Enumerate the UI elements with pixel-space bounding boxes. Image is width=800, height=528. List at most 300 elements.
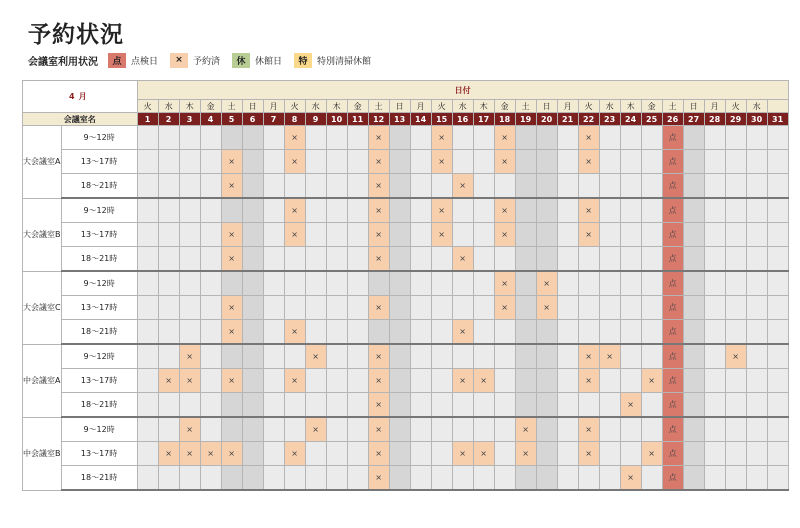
- reservation-cell[interactable]: [242, 369, 263, 393]
- reservation-cell[interactable]: [620, 126, 641, 150]
- reservation-cell[interactable]: [242, 393, 263, 418]
- reserved-cell[interactable]: ×: [305, 344, 326, 369]
- reservation-cell[interactable]: [263, 247, 284, 272]
- reservation-cell[interactable]: [305, 198, 326, 223]
- reservation-cell[interactable]: [179, 466, 200, 491]
- reservation-cell[interactable]: [326, 442, 347, 466]
- reservation-cell[interactable]: [515, 466, 536, 491]
- reservation-cell[interactable]: [452, 126, 473, 150]
- reservation-cell[interactable]: [515, 296, 536, 320]
- reservation-cell[interactable]: [704, 442, 725, 466]
- reservation-cell[interactable]: [326, 417, 347, 442]
- reserved-cell[interactable]: ×: [368, 442, 389, 466]
- reservation-cell[interactable]: [200, 150, 221, 174]
- reservation-cell[interactable]: [263, 320, 284, 345]
- reservation-cell[interactable]: [200, 393, 221, 418]
- reservation-cell[interactable]: [263, 223, 284, 247]
- reserved-cell[interactable]: ×: [494, 296, 515, 320]
- reservation-cell[interactable]: [431, 344, 452, 369]
- reservation-cell[interactable]: [536, 442, 557, 466]
- reservation-cell[interactable]: [347, 320, 368, 345]
- reservation-cell[interactable]: [389, 344, 410, 369]
- reservation-cell[interactable]: [641, 417, 662, 442]
- reservation-cell[interactable]: [305, 247, 326, 272]
- reservation-cell[interactable]: [410, 296, 431, 320]
- reservation-cell[interactable]: [599, 198, 620, 223]
- reservation-cell[interactable]: [599, 442, 620, 466]
- reservation-cell[interactable]: [200, 296, 221, 320]
- reservation-cell[interactable]: [452, 150, 473, 174]
- reservation-cell[interactable]: [767, 223, 788, 247]
- reserved-cell[interactable]: ×: [368, 150, 389, 174]
- reserved-cell[interactable]: ×: [452, 247, 473, 272]
- reserved-cell[interactable]: ×: [578, 344, 599, 369]
- reservation-cell[interactable]: [284, 393, 305, 418]
- reservation-cell[interactable]: [263, 198, 284, 223]
- reserved-cell[interactable]: ×: [578, 126, 599, 150]
- reservation-cell[interactable]: [263, 417, 284, 442]
- reservation-cell[interactable]: [158, 174, 179, 199]
- reservation-cell[interactable]: [746, 198, 767, 223]
- reservation-cell[interactable]: [242, 174, 263, 199]
- reservation-cell[interactable]: [599, 271, 620, 296]
- reservation-cell[interactable]: [557, 417, 578, 442]
- reservation-cell[interactable]: [746, 442, 767, 466]
- reserved-cell[interactable]: ×: [578, 369, 599, 393]
- reservation-cell[interactable]: [515, 198, 536, 223]
- reservation-cell[interactable]: [494, 417, 515, 442]
- reservation-cell[interactable]: [494, 320, 515, 345]
- reservation-cell[interactable]: [410, 126, 431, 150]
- inspection-cell[interactable]: 点: [662, 393, 683, 418]
- reservation-cell[interactable]: [557, 126, 578, 150]
- reservation-cell[interactable]: [389, 320, 410, 345]
- reserved-cell[interactable]: ×: [284, 198, 305, 223]
- reservation-cell[interactable]: [473, 174, 494, 199]
- reservation-cell[interactable]: [767, 344, 788, 369]
- reserved-cell[interactable]: ×: [368, 223, 389, 247]
- reservation-cell[interactable]: [599, 393, 620, 418]
- reserved-cell[interactable]: ×: [578, 223, 599, 247]
- reservation-cell[interactable]: [725, 223, 746, 247]
- reservation-cell[interactable]: [200, 198, 221, 223]
- reservation-cell[interactable]: [347, 271, 368, 296]
- reservation-cell[interactable]: [746, 369, 767, 393]
- reservation-cell[interactable]: [473, 198, 494, 223]
- reserved-cell[interactable]: ×: [221, 247, 242, 272]
- reservation-cell[interactable]: [242, 247, 263, 272]
- reservation-cell[interactable]: [326, 198, 347, 223]
- reservation-cell[interactable]: [368, 320, 389, 345]
- reservation-cell[interactable]: [326, 223, 347, 247]
- reservation-cell[interactable]: [578, 466, 599, 491]
- reservation-cell[interactable]: [137, 344, 158, 369]
- reservation-cell[interactable]: [641, 247, 662, 272]
- inspection-cell[interactable]: 点: [662, 126, 683, 150]
- reservation-cell[interactable]: [536, 393, 557, 418]
- reservation-cell[interactable]: [746, 344, 767, 369]
- reservation-cell[interactable]: [347, 393, 368, 418]
- reserved-cell[interactable]: ×: [452, 320, 473, 345]
- reservation-cell[interactable]: [347, 174, 368, 199]
- reservation-cell[interactable]: [599, 126, 620, 150]
- reservation-cell[interactable]: [284, 174, 305, 199]
- reservation-cell[interactable]: [221, 198, 242, 223]
- reserved-cell[interactable]: ×: [368, 466, 389, 491]
- reservation-cell[interactable]: [305, 369, 326, 393]
- reserved-cell[interactable]: ×: [431, 150, 452, 174]
- reserved-cell[interactable]: ×: [200, 442, 221, 466]
- inspection-cell[interactable]: 点: [662, 369, 683, 393]
- reservation-cell[interactable]: [137, 198, 158, 223]
- reservation-cell[interactable]: [347, 369, 368, 393]
- reservation-cell[interactable]: [242, 417, 263, 442]
- reservation-cell[interactable]: [389, 369, 410, 393]
- reservation-cell[interactable]: [494, 442, 515, 466]
- reservation-cell[interactable]: [746, 296, 767, 320]
- reserved-cell[interactable]: ×: [515, 417, 536, 442]
- reservation-cell[interactable]: [389, 150, 410, 174]
- reserved-cell[interactable]: ×: [158, 442, 179, 466]
- reserved-cell[interactable]: ×: [284, 223, 305, 247]
- reserved-cell[interactable]: ×: [284, 369, 305, 393]
- reservation-cell[interactable]: [158, 393, 179, 418]
- reservation-cell[interactable]: [536, 126, 557, 150]
- reserved-cell[interactable]: ×: [494, 126, 515, 150]
- inspection-cell[interactable]: 点: [662, 466, 683, 491]
- reservation-cell[interactable]: [263, 393, 284, 418]
- reservation-cell[interactable]: [578, 247, 599, 272]
- reservation-cell[interactable]: [557, 442, 578, 466]
- reservation-cell[interactable]: [431, 174, 452, 199]
- reservation-cell[interactable]: [347, 126, 368, 150]
- reserved-cell[interactable]: ×: [221, 442, 242, 466]
- reservation-cell[interactable]: [326, 126, 347, 150]
- reserved-cell[interactable]: ×: [368, 393, 389, 418]
- reservation-cell[interactable]: [137, 417, 158, 442]
- reservation-cell[interactable]: [494, 466, 515, 491]
- reserved-cell[interactable]: ×: [221, 174, 242, 199]
- reservation-cell[interactable]: [746, 271, 767, 296]
- reservation-cell[interactable]: [515, 320, 536, 345]
- reservation-cell[interactable]: [746, 223, 767, 247]
- reservation-cell[interactable]: [452, 198, 473, 223]
- reservation-cell[interactable]: [179, 126, 200, 150]
- reservation-cell[interactable]: [179, 271, 200, 296]
- reserved-cell[interactable]: ×: [599, 344, 620, 369]
- reservation-cell[interactable]: [578, 296, 599, 320]
- reservation-cell[interactable]: [284, 466, 305, 491]
- reserved-cell[interactable]: ×: [368, 126, 389, 150]
- reservation-cell[interactable]: [452, 466, 473, 491]
- reservation-cell[interactable]: [326, 369, 347, 393]
- reserved-cell[interactable]: ×: [305, 417, 326, 442]
- reserved-cell[interactable]: ×: [578, 417, 599, 442]
- reservation-cell[interactable]: [326, 174, 347, 199]
- reservation-cell[interactable]: [704, 150, 725, 174]
- reservation-cell[interactable]: [557, 296, 578, 320]
- inspection-cell[interactable]: 点: [662, 198, 683, 223]
- reservation-cell[interactable]: [515, 223, 536, 247]
- reserved-cell[interactable]: ×: [494, 198, 515, 223]
- reservation-cell[interactable]: [389, 271, 410, 296]
- reservation-cell[interactable]: [200, 369, 221, 393]
- reservation-cell[interactable]: [683, 320, 704, 345]
- reservation-cell[interactable]: [221, 466, 242, 491]
- reservation-cell[interactable]: [704, 271, 725, 296]
- reservation-cell[interactable]: [410, 174, 431, 199]
- reservation-cell[interactable]: [410, 417, 431, 442]
- reserved-cell[interactable]: ×: [494, 271, 515, 296]
- inspection-cell[interactable]: 点: [662, 150, 683, 174]
- reservation-cell[interactable]: [704, 198, 725, 223]
- reservation-cell[interactable]: [263, 126, 284, 150]
- reserved-cell[interactable]: ×: [452, 174, 473, 199]
- reservation-cell[interactable]: [305, 466, 326, 491]
- reservation-cell[interactable]: [557, 320, 578, 345]
- reservation-cell[interactable]: [725, 442, 746, 466]
- inspection-cell[interactable]: 点: [662, 344, 683, 369]
- reservation-cell[interactable]: [704, 466, 725, 491]
- reservation-cell[interactable]: [326, 393, 347, 418]
- inspection-cell[interactable]: 点: [662, 247, 683, 272]
- reservation-cell[interactable]: [599, 174, 620, 199]
- reservation-cell[interactable]: [389, 126, 410, 150]
- reservation-cell[interactable]: [242, 223, 263, 247]
- reserved-cell[interactable]: ×: [494, 223, 515, 247]
- reservation-cell[interactable]: [515, 271, 536, 296]
- reserved-cell[interactable]: ×: [620, 393, 641, 418]
- reservation-cell[interactable]: [536, 417, 557, 442]
- reservation-cell[interactable]: [200, 344, 221, 369]
- reservation-cell[interactable]: [494, 393, 515, 418]
- reservation-cell[interactable]: [473, 344, 494, 369]
- reservation-cell[interactable]: [683, 417, 704, 442]
- reservation-cell[interactable]: [473, 393, 494, 418]
- reservation-cell[interactable]: [704, 320, 725, 345]
- reservation-cell[interactable]: [200, 247, 221, 272]
- reservation-cell[interactable]: [578, 174, 599, 199]
- inspection-cell[interactable]: 点: [662, 417, 683, 442]
- reservation-cell[interactable]: [515, 247, 536, 272]
- reservation-cell[interactable]: [746, 466, 767, 491]
- reservation-cell[interactable]: [683, 126, 704, 150]
- reservation-cell[interactable]: [767, 247, 788, 272]
- reservation-cell[interactable]: [284, 344, 305, 369]
- reservation-cell[interactable]: [725, 247, 746, 272]
- reservation-cell[interactable]: [158, 150, 179, 174]
- reserved-cell[interactable]: ×: [179, 417, 200, 442]
- reservation-cell[interactable]: [557, 150, 578, 174]
- reservation-cell[interactable]: [641, 174, 662, 199]
- reservation-cell[interactable]: [620, 442, 641, 466]
- reservation-cell[interactable]: [242, 344, 263, 369]
- reservation-cell[interactable]: [599, 247, 620, 272]
- reserved-cell[interactable]: ×: [221, 296, 242, 320]
- reservation-cell[interactable]: [641, 223, 662, 247]
- reservation-cell[interactable]: [620, 247, 641, 272]
- reservation-cell[interactable]: [242, 442, 263, 466]
- reserved-cell[interactable]: ×: [431, 198, 452, 223]
- reservation-cell[interactable]: [641, 271, 662, 296]
- reservation-cell[interactable]: [725, 150, 746, 174]
- reservation-cell[interactable]: [347, 442, 368, 466]
- reserved-cell[interactable]: ×: [221, 320, 242, 345]
- reservation-cell[interactable]: [305, 174, 326, 199]
- reservation-cell[interactable]: [137, 393, 158, 418]
- reservation-cell[interactable]: [725, 296, 746, 320]
- reservation-cell[interactable]: [767, 150, 788, 174]
- reservation-cell[interactable]: [641, 126, 662, 150]
- reservation-cell[interactable]: [452, 296, 473, 320]
- reservation-cell[interactable]: [704, 247, 725, 272]
- reservation-cell[interactable]: [767, 466, 788, 491]
- reserved-cell[interactable]: ×: [368, 417, 389, 442]
- reservation-cell[interactable]: [599, 320, 620, 345]
- reservation-cell[interactable]: [179, 393, 200, 418]
- reservation-cell[interactable]: [431, 271, 452, 296]
- reservation-cell[interactable]: [263, 442, 284, 466]
- reservation-cell[interactable]: [641, 150, 662, 174]
- reservation-cell[interactable]: [410, 271, 431, 296]
- reservation-cell[interactable]: [389, 198, 410, 223]
- reservation-cell[interactable]: [431, 393, 452, 418]
- reservation-cell[interactable]: [263, 174, 284, 199]
- reservation-cell[interactable]: [389, 296, 410, 320]
- reservation-cell[interactable]: [326, 320, 347, 345]
- reservation-cell[interactable]: [452, 223, 473, 247]
- reservation-cell[interactable]: [200, 126, 221, 150]
- reservation-cell[interactable]: [305, 393, 326, 418]
- reservation-cell[interactable]: [578, 320, 599, 345]
- reservation-cell[interactable]: [431, 417, 452, 442]
- reservation-cell[interactable]: [473, 247, 494, 272]
- reservation-cell[interactable]: [284, 247, 305, 272]
- reservation-cell[interactable]: [326, 271, 347, 296]
- reservation-cell[interactable]: [599, 296, 620, 320]
- reservation-cell[interactable]: [473, 223, 494, 247]
- reservation-cell[interactable]: [221, 271, 242, 296]
- reservation-cell[interactable]: [410, 442, 431, 466]
- reservation-cell[interactable]: [683, 150, 704, 174]
- reservation-cell[interactable]: [683, 198, 704, 223]
- reservation-cell[interactable]: [410, 150, 431, 174]
- reservation-cell[interactable]: [347, 198, 368, 223]
- reservation-cell[interactable]: [515, 174, 536, 199]
- reservation-cell[interactable]: [683, 466, 704, 491]
- reservation-cell[interactable]: [200, 320, 221, 345]
- reservation-cell[interactable]: [641, 466, 662, 491]
- reservation-cell[interactable]: [179, 223, 200, 247]
- reservation-cell[interactable]: [536, 198, 557, 223]
- reservation-cell[interactable]: [578, 393, 599, 418]
- reservation-cell[interactable]: [746, 247, 767, 272]
- reservation-cell[interactable]: [704, 344, 725, 369]
- reservation-cell[interactable]: [200, 174, 221, 199]
- reservation-cell[interactable]: [536, 344, 557, 369]
- reservation-cell[interactable]: [326, 296, 347, 320]
- reserved-cell[interactable]: ×: [179, 344, 200, 369]
- reservation-cell[interactable]: [641, 393, 662, 418]
- reservation-cell[interactable]: [767, 296, 788, 320]
- reservation-cell[interactable]: [767, 393, 788, 418]
- reservation-cell[interactable]: [494, 369, 515, 393]
- reservation-cell[interactable]: [284, 271, 305, 296]
- reservation-cell[interactable]: [179, 198, 200, 223]
- reservation-cell[interactable]: [725, 126, 746, 150]
- reservation-cell[interactable]: [599, 223, 620, 247]
- reservation-cell[interactable]: [515, 393, 536, 418]
- reserved-cell[interactable]: ×: [431, 126, 452, 150]
- reservation-cell[interactable]: [704, 296, 725, 320]
- reservation-cell[interactable]: [473, 320, 494, 345]
- reservation-cell[interactable]: [725, 369, 746, 393]
- reservation-cell[interactable]: [137, 271, 158, 296]
- reservation-cell[interactable]: [242, 466, 263, 491]
- reserved-cell[interactable]: ×: [284, 442, 305, 466]
- reservation-cell[interactable]: [242, 296, 263, 320]
- reservation-cell[interactable]: [305, 223, 326, 247]
- reservation-cell[interactable]: [179, 150, 200, 174]
- reservation-cell[interactable]: [620, 417, 641, 442]
- reservation-cell[interactable]: [767, 174, 788, 199]
- reservation-cell[interactable]: [557, 393, 578, 418]
- reservation-cell[interactable]: [179, 296, 200, 320]
- reservation-cell[interactable]: [557, 223, 578, 247]
- reservation-cell[interactable]: [410, 393, 431, 418]
- reservation-cell[interactable]: [137, 466, 158, 491]
- reservation-cell[interactable]: [305, 296, 326, 320]
- reservation-cell[interactable]: [683, 223, 704, 247]
- reservation-cell[interactable]: [200, 466, 221, 491]
- reservation-cell[interactable]: [137, 320, 158, 345]
- reservation-cell[interactable]: [536, 247, 557, 272]
- reservation-cell[interactable]: [431, 247, 452, 272]
- reservation-cell[interactable]: [620, 271, 641, 296]
- reservation-cell[interactable]: [305, 271, 326, 296]
- reservation-cell[interactable]: [536, 223, 557, 247]
- reservation-cell[interactable]: [221, 393, 242, 418]
- reservation-cell[interactable]: [620, 150, 641, 174]
- inspection-cell[interactable]: 点: [662, 296, 683, 320]
- reservation-cell[interactable]: [578, 271, 599, 296]
- reservation-cell[interactable]: [725, 466, 746, 491]
- reservation-cell[interactable]: [137, 247, 158, 272]
- reservation-cell[interactable]: [452, 417, 473, 442]
- reserved-cell[interactable]: ×: [368, 369, 389, 393]
- reservation-cell[interactable]: [410, 198, 431, 223]
- reservation-cell[interactable]: [704, 393, 725, 418]
- reservation-cell[interactable]: [389, 174, 410, 199]
- reservation-cell[interactable]: [431, 296, 452, 320]
- reservation-cell[interactable]: [767, 198, 788, 223]
- reservation-cell[interactable]: [620, 344, 641, 369]
- reservation-cell[interactable]: [347, 296, 368, 320]
- reservation-cell[interactable]: [242, 198, 263, 223]
- reservation-cell[interactable]: [494, 174, 515, 199]
- reservation-cell[interactable]: [431, 369, 452, 393]
- reservation-cell[interactable]: [410, 344, 431, 369]
- reservation-cell[interactable]: [158, 271, 179, 296]
- reservation-cell[interactable]: [683, 442, 704, 466]
- reservation-cell[interactable]: [158, 126, 179, 150]
- inspection-cell[interactable]: 点: [662, 442, 683, 466]
- reservation-cell[interactable]: [158, 344, 179, 369]
- reservation-cell[interactable]: [473, 466, 494, 491]
- reserved-cell[interactable]: ×: [641, 369, 662, 393]
- reservation-cell[interactable]: [557, 198, 578, 223]
- reservation-cell[interactable]: [389, 417, 410, 442]
